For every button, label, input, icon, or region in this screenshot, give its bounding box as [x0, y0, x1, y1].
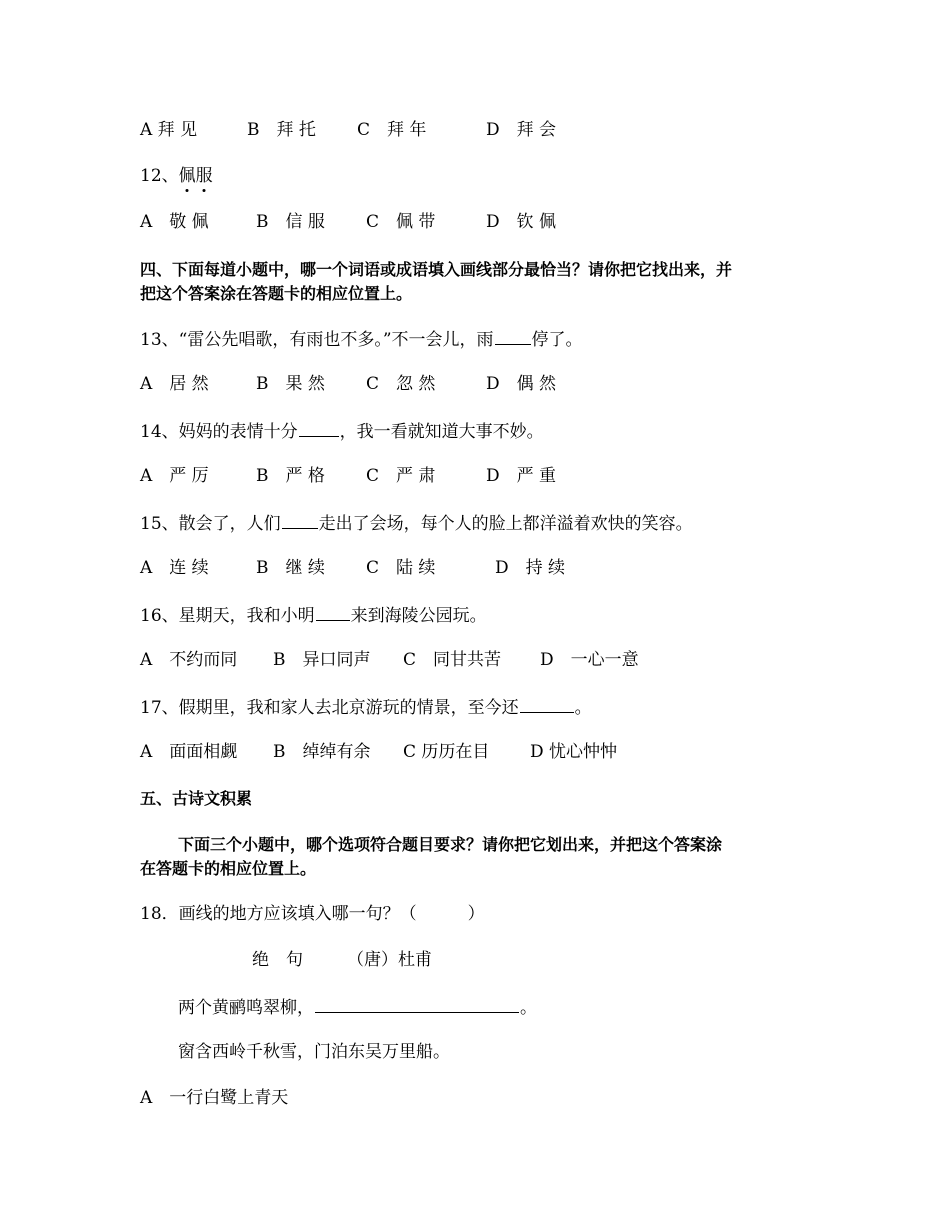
- section5-instruction-line1: 下面三个小题中，哪个选项符合题目要求？请你把它划出来，并把这个答案涂: [178, 835, 723, 854]
- section4-heading-line1: 四、下面每道小题中，哪一个词语或成语填入画线部分最恰当？请你把它找出来，并: [140, 260, 733, 279]
- section4-heading-line2: 把这个答案涂在答题卡的相应位置上。: [140, 284, 413, 303]
- option-b: B 绰绰有余: [273, 742, 371, 762]
- poem-author: （唐）杜甫: [347, 950, 432, 970]
- option-d: D 严 重: [486, 466, 557, 486]
- q17-question: [140, 694, 592, 720]
- q13-question: [140, 326, 583, 352]
- option-a: A 严 厉: [140, 466, 209, 486]
- poem-title: 绝 句: [252, 950, 303, 970]
- option-a: A 不约而同: [140, 650, 238, 670]
- option-b: B 果 然: [256, 374, 325, 394]
- option-c: C 佩 带: [366, 212, 436, 232]
- fill-blank: [299, 418, 339, 437]
- option-a: A 面面相觑: [140, 742, 238, 762]
- option-c: C 陆 续: [366, 558, 436, 578]
- option-a: A 敬 佩: [140, 212, 209, 232]
- fill-blank: [495, 326, 531, 345]
- question-text-end: ，我一看就知道大事不妙。: [339, 422, 544, 442]
- section5-instruction-line2: 在答题卡的相应位置上。: [140, 859, 317, 878]
- option-c: C 历历在目: [403, 742, 490, 762]
- q15-question: [140, 510, 693, 536]
- option-a: A 居 然: [140, 374, 209, 394]
- poem-line-2: 窗含西岭千秋雪，门泊东吴万里船。: [178, 1042, 450, 1062]
- question-text: 16、星期天，我和小明: [140, 606, 315, 626]
- option-d: D 忧心忡忡: [530, 742, 618, 762]
- emphasized-char: 服: [195, 166, 213, 186]
- question-number: 12、: [140, 166, 179, 186]
- option-b: B 继 续: [256, 558, 325, 578]
- option-c: C 严 肃: [366, 466, 436, 486]
- option-d: D 偶 然: [486, 374, 557, 394]
- option-b: B 异口同声: [273, 650, 371, 670]
- question-text-end: 停了。: [531, 330, 583, 350]
- question-text-end: 来到海陵公园玩。: [350, 606, 487, 626]
- poem-header: [252, 948, 432, 972]
- q14-question: [140, 418, 544, 444]
- question-text: 14、妈妈的表情十分: [140, 422, 298, 442]
- section5-title: 五、古诗文积累: [140, 789, 253, 808]
- option-d: D 拜 会: [486, 120, 557, 140]
- option-c: C 忽 然: [366, 374, 436, 394]
- emphasized-char: 佩: [178, 166, 196, 186]
- fill-blank: [316, 602, 350, 621]
- question-text-end: 。: [574, 698, 592, 718]
- fill-blank: [315, 994, 519, 1013]
- q18-question: 18．画线的地方应该填入哪一句？（ ）: [140, 904, 485, 924]
- option-b: B 严 格: [256, 466, 325, 486]
- poem-line-end: 。: [520, 998, 537, 1018]
- question-text-end: 走出了会场，每个人的脸上都洋溢着欢快的笑容。: [318, 514, 693, 534]
- option-b: B 拜 托: [247, 120, 316, 140]
- option-d: D 钦 佩: [486, 212, 557, 232]
- option-a: A 连 续: [140, 558, 209, 578]
- option-c: C 拜 年: [357, 120, 427, 140]
- q18-option-a: A 一行白鹭上青天: [140, 1088, 289, 1108]
- option-d: D 一心一意: [540, 650, 639, 670]
- poem-line-1: [178, 994, 537, 1020]
- q12-question: [140, 164, 213, 188]
- poem-line-text: 两个黄鹂鸣翠柳，: [178, 998, 314, 1018]
- fill-blank: [520, 694, 574, 713]
- option-d: D 持 续: [495, 558, 566, 578]
- q16-question: [140, 602, 487, 628]
- option-a: A 拜 见: [140, 120, 198, 140]
- option-b: B 信 服: [256, 212, 325, 232]
- fill-blank: [282, 510, 318, 529]
- question-text: 15、散会了，人们: [140, 514, 281, 534]
- option-c: C 同甘共苦: [403, 650, 502, 670]
- question-text: 13、“雷公先唱歌，有雨也不多。”不一会儿，雨: [140, 330, 494, 350]
- question-text: 17、假期里，我和家人去北京游玩的情景，至今还: [140, 698, 519, 718]
